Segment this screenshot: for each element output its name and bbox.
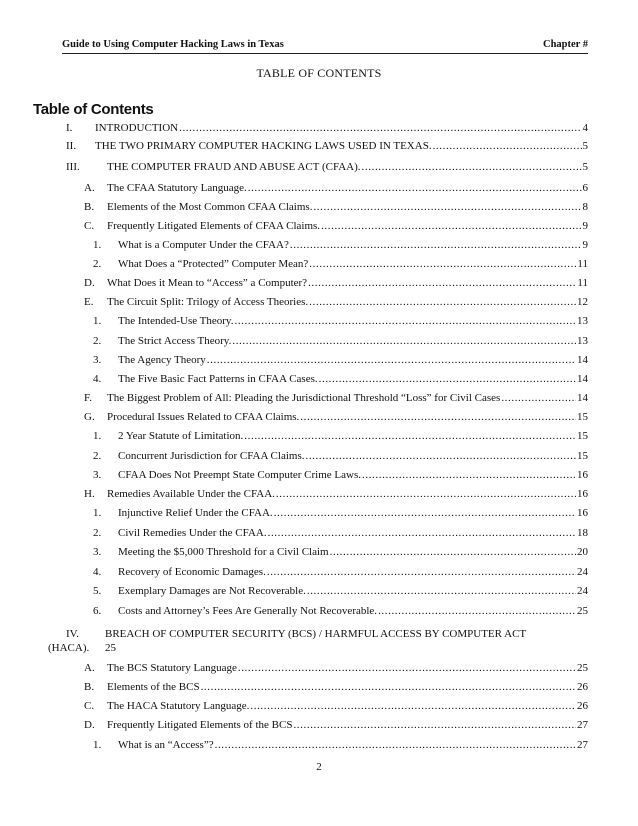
- toc-entry-title: What is a Computer Under the CFAA?: [118, 239, 289, 251]
- toc-entry-page: 24: [577, 585, 588, 597]
- toc-entry-title: Procedural Issues Related to CFAA Claims.: [107, 411, 300, 423]
- dot-leader: [201, 679, 576, 695]
- toc-entry-title: CFAA Does Not Preempt State Computer Crime Laws.: [118, 469, 361, 481]
- dot-leader: [276, 486, 576, 502]
- toc-entry-number: D.: [84, 719, 95, 731]
- toc-entry-page: 16: [577, 469, 588, 481]
- toc-entry-title: The Agency Theory: [118, 354, 206, 366]
- header-chapter: Chapter #: [542, 39, 588, 50]
- dot-leader: [307, 583, 576, 599]
- toc-entry-page: 24: [577, 566, 588, 578]
- toc-entry-page: 20: [577, 546, 588, 558]
- toc-entry-title: The CFAA Statutory Language.: [107, 182, 247, 194]
- toc-entry-number: 1.: [93, 239, 102, 251]
- toc-entry-page: 27: [577, 739, 588, 751]
- toc-entry-page: 14: [577, 354, 588, 366]
- toc-entry-number: B.: [84, 681, 95, 693]
- toc-entry-title: Costs and Attorney’s Fees Are Generally Not Recoverable.: [118, 605, 378, 617]
- dot-leader: [293, 717, 576, 733]
- dot-leader: [308, 275, 576, 291]
- toc-entry[interactable]: [93, 564, 588, 580]
- toc-entry-number: 1.: [93, 430, 102, 442]
- toc-entry-number: 6.: [93, 605, 102, 617]
- toc-entry-number: F.: [84, 392, 92, 404]
- toc-entry[interactable]: [93, 544, 588, 560]
- toc-entry-title: BREACH OF COMPUTER SECURITY (BCS) / HARMFUL ACCESS BY COMPUTER ACT: [105, 628, 527, 640]
- toc-entry-page: 26: [577, 681, 588, 693]
- toc-entry-title: Elements of the Most Common CFAA Claims.: [107, 201, 313, 213]
- toc-entry-number: 3.: [93, 469, 102, 481]
- toc-entry-page: 11: [577, 258, 588, 270]
- toc-entry[interactable]: [84, 486, 588, 502]
- toc-heading: Table of Contents: [33, 101, 154, 118]
- dot-leader: [248, 180, 582, 196]
- dot-leader: [268, 525, 576, 541]
- toc-entry-page: 13: [577, 335, 588, 347]
- toc-entry-title: The HACA Statutory Language.: [107, 700, 250, 712]
- toc-entry[interactable]: [93, 737, 588, 753]
- toc-entry[interactable]: [93, 313, 588, 329]
- dot-leader: [309, 294, 576, 310]
- toc-entry-title: The Five Basic Fact Patterns in CFAA Cases.: [118, 373, 318, 385]
- toc-entry[interactable]: [84, 218, 588, 234]
- toc-entry-title: The BCS Statutory Language: [107, 662, 237, 674]
- toc-entry[interactable]: [84, 409, 588, 425]
- toc-entry-page: 13: [577, 315, 588, 327]
- toc-entry[interactable]: [84, 180, 588, 196]
- toc-entry[interactable]: [84, 717, 588, 733]
- toc-entry-number: G.: [84, 411, 95, 423]
- toc-entry-page: 15: [577, 430, 588, 442]
- toc-entry-title: Frequently Litigated Elements of CFAA Claims.: [107, 220, 321, 232]
- toc-entry-page: 15: [577, 450, 588, 462]
- toc-entry-title: Injunctive Relief Under the CFAA.: [118, 507, 273, 519]
- toc-entry-page: 25: [105, 642, 116, 654]
- toc-entry-title-continued: (HACA).: [48, 642, 90, 654]
- dot-leader: [319, 371, 576, 387]
- toc-entry-iv[interactable]: [0, 627, 638, 657]
- toc-entry-page: 8: [582, 201, 588, 213]
- toc-entry-page: 6: [582, 182, 588, 194]
- toc-entry[interactable]: [84, 275, 588, 291]
- dot-leader: [313, 199, 581, 215]
- toc-entry-number: 1.: [93, 315, 102, 327]
- toc-entry-page: 11: [577, 277, 588, 289]
- toc-entry[interactable]: [93, 428, 588, 444]
- toc-entry-title: Civil Remedies Under the CFAA.: [118, 527, 267, 539]
- toc-entry[interactable]: [93, 352, 588, 368]
- toc-entry[interactable]: [93, 525, 588, 541]
- toc-entry[interactable]: [93, 505, 588, 521]
- toc-entry-number: I.: [66, 122, 73, 134]
- dot-leader: [501, 390, 576, 406]
- toc-entry[interactable]: [66, 138, 588, 154]
- toc-entry-title: The Strict Access Theory.: [118, 335, 232, 347]
- toc-entry-number: C.: [84, 700, 95, 712]
- dot-leader: [305, 448, 576, 464]
- toc-entry-title: Recovery of Economic Damages.: [118, 566, 266, 578]
- toc-entry-number: 2.: [93, 258, 102, 270]
- toc-entry-number: 3.: [93, 354, 102, 366]
- toc-entry[interactable]: [93, 448, 588, 464]
- dot-leader: [250, 698, 576, 714]
- toc-entry[interactable]: [66, 120, 588, 136]
- toc-entry-page: 16: [577, 488, 588, 500]
- toc-entry-title: Concurrent Jurisdiction for CFAA Claims.: [118, 450, 305, 462]
- toc-entry[interactable]: [93, 467, 588, 483]
- toc-entry-title: The Circuit Split: Trilogy of Access Theories.: [107, 296, 309, 308]
- toc-entry-title: Frequently Litigated Elements of the BCS: [107, 719, 293, 731]
- dot-leader: [433, 138, 582, 154]
- toc-entry-title: Meeting the $5,000 Threshold for a Civil Claim: [118, 546, 329, 558]
- toc-entry-page: 25: [577, 605, 588, 617]
- toc-entry-page: 27: [577, 719, 588, 731]
- toc-entry-number: B.: [84, 201, 95, 213]
- toc-entry-title: What Does a “Protected” Computer Mean?: [118, 258, 309, 270]
- page-number: 2: [316, 761, 322, 773]
- toc-entry-page: 9: [582, 239, 588, 251]
- toc-entry-page: 4: [582, 122, 588, 134]
- toc-entry-number: III.: [66, 161, 80, 173]
- toc-entry[interactable]: [93, 603, 588, 619]
- toc-entry[interactable]: [84, 294, 588, 310]
- toc-entry-number: 3.: [93, 546, 102, 558]
- toc-entry[interactable]: [93, 371, 588, 387]
- dot-leader: [232, 333, 576, 349]
- toc-entry-number: A.: [84, 662, 95, 674]
- toc-entry-page: 14: [577, 392, 588, 404]
- dot-leader: [234, 313, 576, 329]
- toc-entry-page: 18: [577, 527, 588, 539]
- dot-leader: [215, 737, 576, 753]
- toc-entry-page: 5: [582, 161, 588, 173]
- dot-leader: [378, 603, 576, 619]
- dot-leader: [300, 409, 576, 425]
- dot-leader: [244, 428, 576, 444]
- toc-entry-number: 5.: [93, 585, 102, 597]
- toc-entry-number: 4.: [93, 566, 102, 578]
- toc-entry[interactable]: [93, 256, 588, 272]
- dot-leader: [290, 237, 582, 253]
- toc-entry-number: 1.: [93, 739, 102, 751]
- toc-entry-page: 15: [577, 411, 588, 423]
- toc-entry-number: II.: [66, 140, 77, 152]
- toc-entry-number: 1.: [93, 507, 102, 519]
- toc-entry[interactable]: [84, 660, 588, 676]
- toc-entry-number: E.: [84, 296, 94, 308]
- toc-entry-title: THE TWO PRIMARY COMPUTER HACKING LAWS USED IN TEXAS.: [95, 140, 432, 152]
- toc-entry[interactable]: [84, 698, 588, 714]
- toc-entry-number: 4.: [93, 373, 102, 385]
- toc-entry-title: What is an “Access”?: [118, 739, 214, 751]
- toc-entry-title: What Does it Mean to “Access” a Computer?: [107, 277, 308, 289]
- toc-entry-title: 2 Year Statute of Limitation.: [118, 430, 244, 442]
- toc-entry-number: 2.: [93, 527, 102, 539]
- document-title: TABLE OF CONTENTS: [256, 66, 382, 80]
- toc-entry-title: Elements of the BCS: [107, 681, 200, 693]
- toc-entry-page: 16: [577, 507, 588, 519]
- toc-entry-title: Exemplary Damages are Not Recoverable.: [118, 585, 306, 597]
- toc-entry-number: D.: [84, 277, 95, 289]
- toc-entry[interactable]: [84, 390, 588, 406]
- toc-entry-page: 25: [577, 662, 588, 674]
- toc-entry-number: C.: [84, 220, 95, 232]
- toc-entry-page: 5: [582, 140, 588, 152]
- toc-entry[interactable]: [93, 583, 588, 599]
- toc-entry[interactable]: [84, 679, 588, 695]
- toc-entry-number: IV.: [66, 628, 79, 640]
- dot-leader: [362, 467, 576, 483]
- toc-entry[interactable]: [84, 199, 588, 215]
- toc-entry[interactable]: [66, 159, 588, 175]
- dot-leader: [321, 218, 581, 234]
- header-title: Guide to Using Computer Hacking Laws in Texas: [62, 39, 284, 50]
- toc-entry-page: 14: [577, 373, 588, 385]
- dot-leader: [267, 564, 576, 580]
- toc-entry-page: 26: [577, 700, 588, 712]
- toc-entry-title: INTRODUCTION: [95, 122, 179, 134]
- toc-entry-title: The Intended-Use Theory.: [118, 315, 234, 327]
- dot-leader: [330, 544, 576, 560]
- toc-entry[interactable]: [93, 333, 588, 349]
- toc-entry-title: Remedies Available Under the CFAA.: [107, 488, 275, 500]
- dot-leader: [179, 120, 581, 136]
- toc-entry-number: H.: [84, 488, 95, 500]
- dot-leader: [207, 352, 576, 368]
- toc-entry-title: The Biggest Problem of All: Pleading the Jurisdictional Threshold “Loss” for Civil Cases: [107, 392, 501, 404]
- toc-entry-number: A.: [84, 182, 95, 194]
- toc-entry-page: 9: [582, 220, 588, 232]
- dot-leader: [309, 256, 576, 272]
- dot-leader: [362, 159, 582, 175]
- toc-entry-number: 2.: [93, 335, 102, 347]
- dot-leader: [238, 660, 576, 676]
- toc-entry-title: THE COMPUTER FRAUD AND ABUSE ACT (CFAA).: [107, 161, 361, 173]
- dot-leader: [274, 505, 576, 521]
- toc-entry[interactable]: [93, 237, 588, 253]
- toc-entry-page: 12: [577, 296, 588, 308]
- toc-entry-number: 2.: [93, 450, 102, 462]
